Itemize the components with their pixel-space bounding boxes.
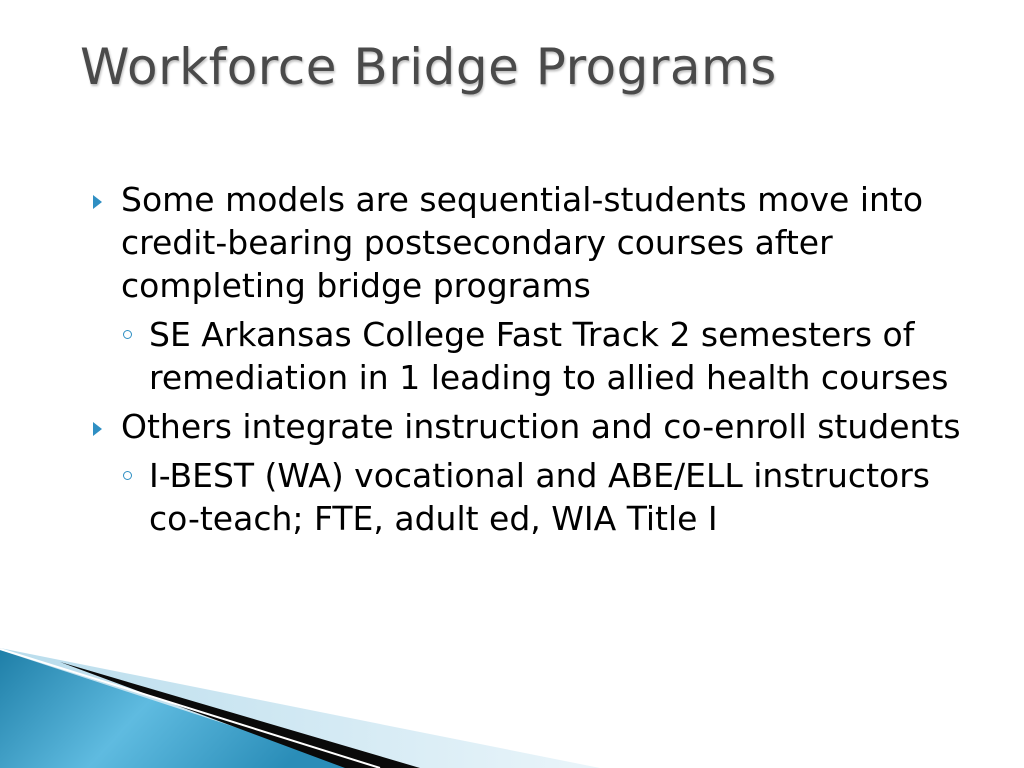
slide-title: Workforce Bridge Programs <box>80 38 777 96</box>
sub-bullet-text: I-BEST (WA) vocational and ABE/ELL instructors co-teach; FTE, adult ed, WIA Title I <box>149 456 930 538</box>
bullet-text: Some models are sequential-students move into credit-bearing postsecondary courses after completing bridge programs <box>121 180 924 305</box>
bullet-text: Others integrate instruction and co-enroll students <box>121 407 961 446</box>
sub-bullet-text: SE Arkansas College Fast Track 2 semesters of remediation in 1 leading to allied health courses <box>149 315 949 397</box>
